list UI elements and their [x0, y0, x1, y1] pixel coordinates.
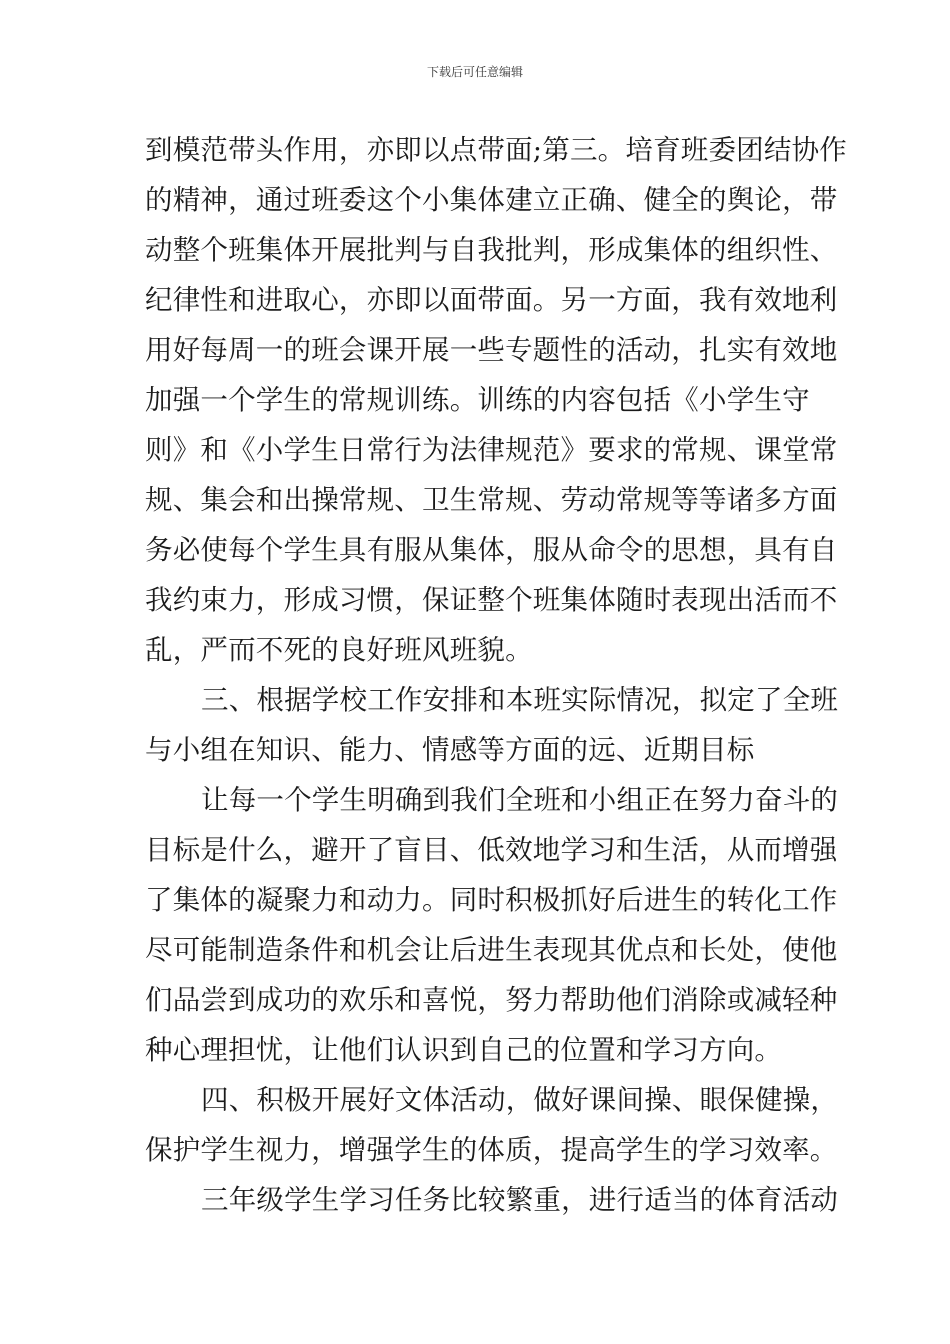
text-line: 种心理担忧，让他们认识到自己的位置和学习方向。	[145, 1034, 783, 1066]
text-line: 规、集会和出操常规、卫生常规、劳动常规等等诸多方面	[145, 484, 838, 516]
text-line: 尽可能制造条件和机会让后进生表现其优点和长处，使他	[145, 934, 838, 966]
text-line: 目标是什么，避开了盲目、低效地学习和生活，从而增强	[145, 834, 838, 866]
text-line: 三年级学生学习任务比较繁重，进行适当的体育活动	[201, 1184, 839, 1216]
text-line: 到模范带头作用，亦即以点带面;第三。培育班委团结协作	[145, 134, 847, 166]
page-header-note: 下载后可任意编辑	[426, 65, 523, 79]
text-line: 动整个班集体开展批判与自我批判，形成集体的组织性、	[145, 234, 838, 266]
section-heading-line: 与小组在知识、能力、情感等方面的远、近期目标	[145, 734, 755, 766]
text-line: 务必使每个学生具有服从集体，服从命令的思想，具有自	[145, 534, 838, 566]
text-line: 的精神，通过班委这个小集体建立正确、健全的舆论，带	[145, 184, 838, 216]
text-line: 保护学生视力，增强学生的体质，提高学生的学习效率。	[145, 1134, 838, 1166]
text-line: 则》和《小学生日常行为法律规范》要求的常规、课堂常	[145, 434, 838, 466]
section-heading-line: 四、积极开展好文体活动，做好课间操、眼保健操，	[201, 1084, 839, 1116]
text-line: 纪律性和进取心，亦即以面带面。另一方面，我有效地利	[145, 284, 838, 316]
text-line: 用好每周一的班会课开展一些专题性的活动，扎实有效地	[145, 334, 838, 366]
text-line: 加强一个学生的常规训练。训练的内容包括《小学生守	[145, 384, 810, 416]
text-line: 让每一个学生明确到我们全班和小组正在努力奋斗的	[201, 784, 839, 816]
section-heading-line: 三、根据学校工作安排和本班实际情况，拟定了全班	[201, 684, 839, 716]
text-line: 了集体的凝聚力和动力。同时积极抓好后进生的转化工作	[145, 884, 838, 916]
text-line: 我约束力，形成习惯，保证整个班集体随时表现出活而不	[145, 584, 838, 616]
text-line: 们品尝到成功的欢乐和喜悦，努力帮助他们消除或减轻种	[145, 984, 838, 1016]
text-line: 乱，严而不死的良好班风班貌。	[145, 634, 533, 666]
